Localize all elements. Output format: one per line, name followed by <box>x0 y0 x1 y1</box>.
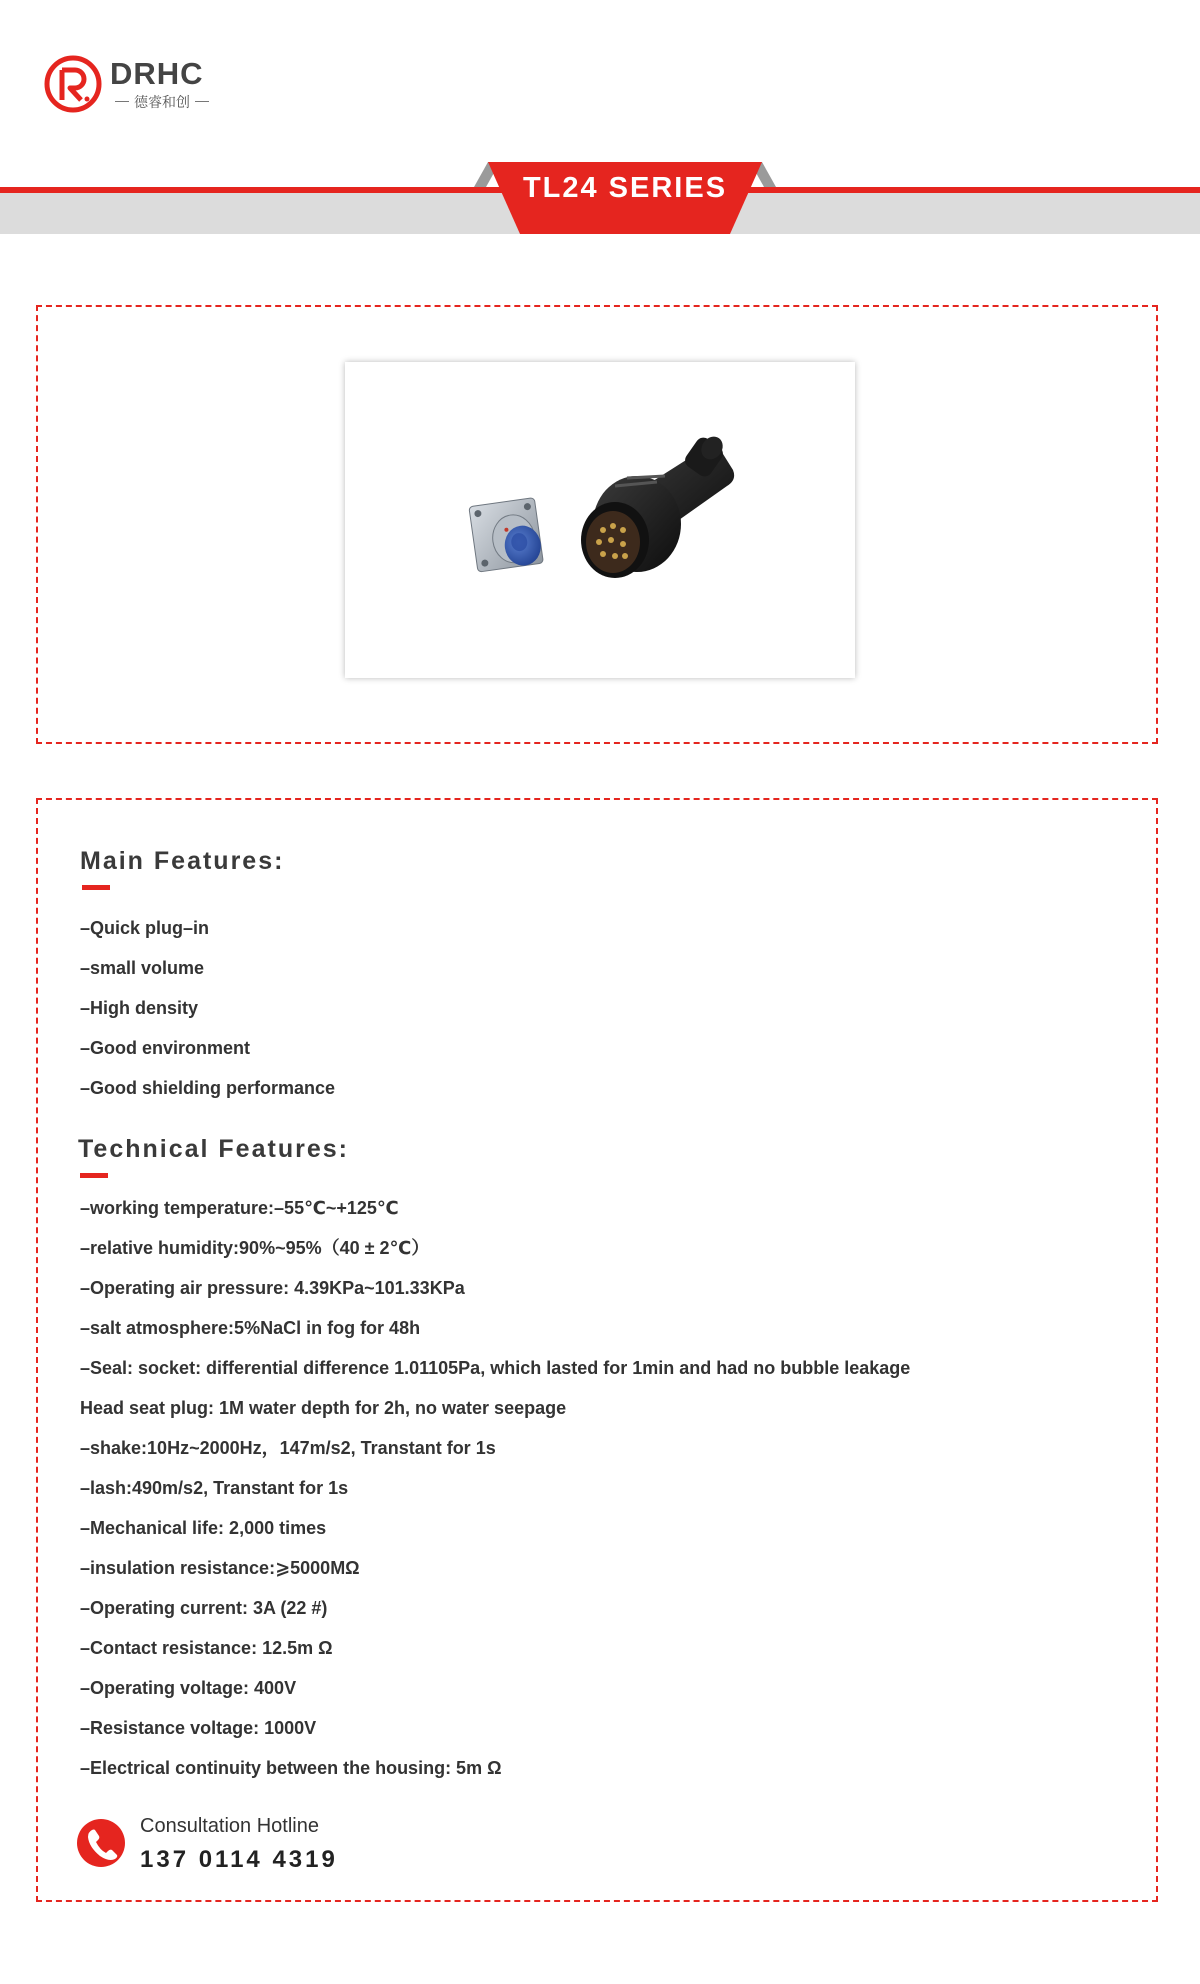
brand-subtitle: 德睿和创 <box>134 93 190 110</box>
list-item: –Mechanical life: 2,000 times <box>80 1518 327 1538</box>
list-item: –shake:10Hz~2000Hz，147m/s2, Transtant for 1s <box>80 1438 496 1458</box>
list-item: –High density <box>80 998 199 1018</box>
brand-name: DRHC <box>110 55 204 91</box>
connector-illustration <box>345 362 855 678</box>
list-item: –working temperature:–55℃~+125℃ <box>80 1198 399 1218</box>
brand-subtitle-row <box>110 92 214 112</box>
list-item: –Resistance voltage: 1000V <box>80 1718 317 1738</box>
section-underline <box>82 885 110 890</box>
section-underline <box>80 1173 108 1178</box>
main-features-title: Main Features: <box>80 847 285 875</box>
list-item: Head seat plug: 1M water depth for 2h, no water seepage <box>80 1398 567 1418</box>
divider <box>195 101 209 102</box>
series-title: TL24 SERIES <box>522 172 728 204</box>
phone-icon <box>76 1818 126 1868</box>
brand-logo <box>44 55 214 113</box>
consultation-hotline[interactable] <box>76 1815 338 1874</box>
drhc-logo-icon <box>44 55 102 113</box>
product-image <box>345 362 855 678</box>
list-item: –lash:490m/s2, Transtant for 1s <box>80 1478 349 1498</box>
list-item: –Good shielding performance <box>80 1078 336 1098</box>
hotline-number[interactable]: 137 0114 4319 <box>140 1846 338 1873</box>
list-item: –relative humidity:90%~95%（40 ± 2℃） <box>80 1238 430 1258</box>
list-item: –Operating voltage: 400V <box>80 1678 297 1698</box>
list-item: –insulation resistance:⩾5000MΩ <box>80 1558 360 1578</box>
list-item: –Good environment <box>80 1038 251 1058</box>
list-item: –Electrical continuity between the housing: 5m Ω <box>80 1758 502 1778</box>
technical-features-title: Technical Features: <box>78 1135 349 1163</box>
list-item: –salt atmosphere:5%NaCl in fog for 48h <box>80 1318 421 1338</box>
technical-features-list <box>80 1188 910 1788</box>
list-item: –Seal: socket: differential difference 1.01105Pa, which lasted for 1min and had no bubble leakage <box>80 1358 911 1378</box>
list-item: –small volume <box>80 958 205 978</box>
list-item: –Quick plug–in <box>80 918 210 938</box>
list-item: –Operating air pressure: 4.39KPa~101.33KPa <box>80 1278 465 1298</box>
hotline-label: Consultation Hotline <box>140 1815 319 1837</box>
list-item: –Operating current: 3A (22 #) <box>80 1598 328 1618</box>
list-item: –Contact resistance: 12.5m Ω <box>80 1638 333 1658</box>
main-features-list <box>80 908 335 1108</box>
divider <box>115 101 129 102</box>
